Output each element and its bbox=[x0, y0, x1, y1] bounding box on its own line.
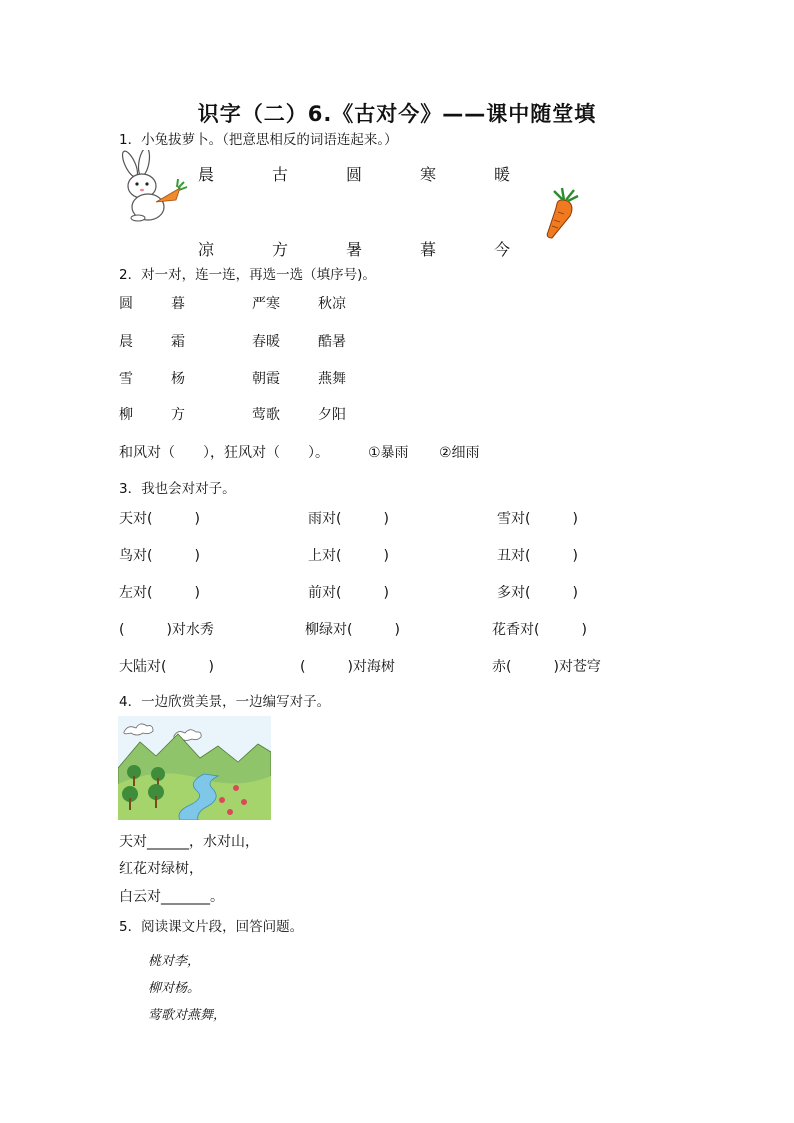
q2-cell: 方 bbox=[171, 407, 185, 423]
q1-top-word: 暖 bbox=[494, 165, 511, 184]
q2-cell: 酷暑 bbox=[318, 334, 346, 350]
q2-cell: 严寒 bbox=[252, 296, 280, 312]
q4-line: 白云对_______。 bbox=[119, 889, 224, 905]
carrot-illustration bbox=[542, 186, 582, 240]
q2-cell: 暮 bbox=[171, 296, 185, 312]
page-title: 识字（二）6.《古对今》——课中随堂填 bbox=[197, 102, 597, 126]
q2-cell: 晨 bbox=[119, 334, 133, 350]
q3-item: ( )对海树 bbox=[300, 659, 395, 675]
question-1-label: 1．小兔拔萝卜。（把意思相反的词语连起来。） bbox=[119, 132, 398, 148]
q3-item: 花香对( ) bbox=[492, 622, 587, 638]
q2-cell: 雪 bbox=[119, 371, 133, 387]
q3-item: 前对( ) bbox=[308, 585, 389, 601]
q3-item: 左对( ) bbox=[119, 585, 200, 601]
q3-item: 鸟对( ) bbox=[119, 548, 200, 564]
question-4-label: 4．一边欣赏美景，一边编写对子。 bbox=[119, 694, 331, 710]
q2-option-1: ①暴雨 bbox=[368, 445, 409, 461]
q5-poem-line: 桃对李， bbox=[148, 954, 201, 969]
q2-fill-in: 和风对（ ），狂风对（ ）。 bbox=[119, 445, 329, 461]
q1-bottom-word: 凉 bbox=[198, 240, 215, 259]
q3-item: 雨对( ) bbox=[308, 511, 389, 527]
q1-top-word: 寒 bbox=[420, 165, 437, 184]
rabbit-illustration bbox=[118, 150, 190, 222]
q2-cell: 夕阳 bbox=[318, 407, 346, 423]
q2-cell: 杨 bbox=[171, 371, 185, 387]
q3-item: ( )对水秀 bbox=[119, 622, 214, 638]
q2-cell: 秋凉 bbox=[318, 296, 346, 312]
q2-cell: 圆 bbox=[119, 296, 133, 312]
q3-item: 上对( ) bbox=[308, 548, 389, 564]
question-5-label: 5．阅读课文片段，回答问题。 bbox=[119, 919, 304, 935]
q2-cell: 燕舞 bbox=[318, 371, 346, 387]
q4-line: 天对______，水对山， bbox=[119, 834, 259, 850]
q2-cell: 莺歌 bbox=[252, 407, 280, 423]
q2-cell: 朝霞 bbox=[252, 371, 280, 387]
q1-bottom-word: 今 bbox=[494, 240, 511, 259]
question-3-label: 3．我也会对对子。 bbox=[119, 481, 236, 497]
q1-bottom-word: 方 bbox=[272, 240, 289, 259]
q5-poem-line: 莺歌对燕舞， bbox=[148, 1008, 227, 1023]
q3-item: 大陆对( ) bbox=[119, 659, 214, 675]
question-2-label: 2．对一对，连一连，再选一选（填序号)。 bbox=[119, 267, 376, 283]
q3-item: 丑对( ) bbox=[497, 548, 578, 564]
q2-cell: 春暖 bbox=[252, 334, 280, 350]
q1-top-word: 圆 bbox=[346, 165, 363, 184]
q3-item: 赤( )对苍穹 bbox=[492, 659, 601, 675]
q1-top-word: 晨 bbox=[198, 165, 215, 184]
q2-option-2: ②细雨 bbox=[439, 445, 480, 461]
q3-item: 多对( ) bbox=[497, 585, 578, 601]
q4-line: 红花对绿树， bbox=[119, 861, 203, 877]
q1-top-word: 古 bbox=[272, 165, 289, 184]
q1-bottom-word: 暮 bbox=[420, 240, 437, 259]
q3-item: 天对( ) bbox=[119, 511, 200, 527]
q2-cell: 霜 bbox=[171, 334, 185, 350]
q3-item: 雪对( ) bbox=[497, 511, 578, 527]
q2-cell: 柳 bbox=[119, 407, 133, 423]
q3-item: 柳绿对( ) bbox=[305, 622, 400, 638]
q5-poem-line: 柳对杨。 bbox=[148, 981, 201, 996]
q1-bottom-word: 暑 bbox=[346, 240, 363, 259]
landscape-illustration bbox=[118, 716, 271, 820]
